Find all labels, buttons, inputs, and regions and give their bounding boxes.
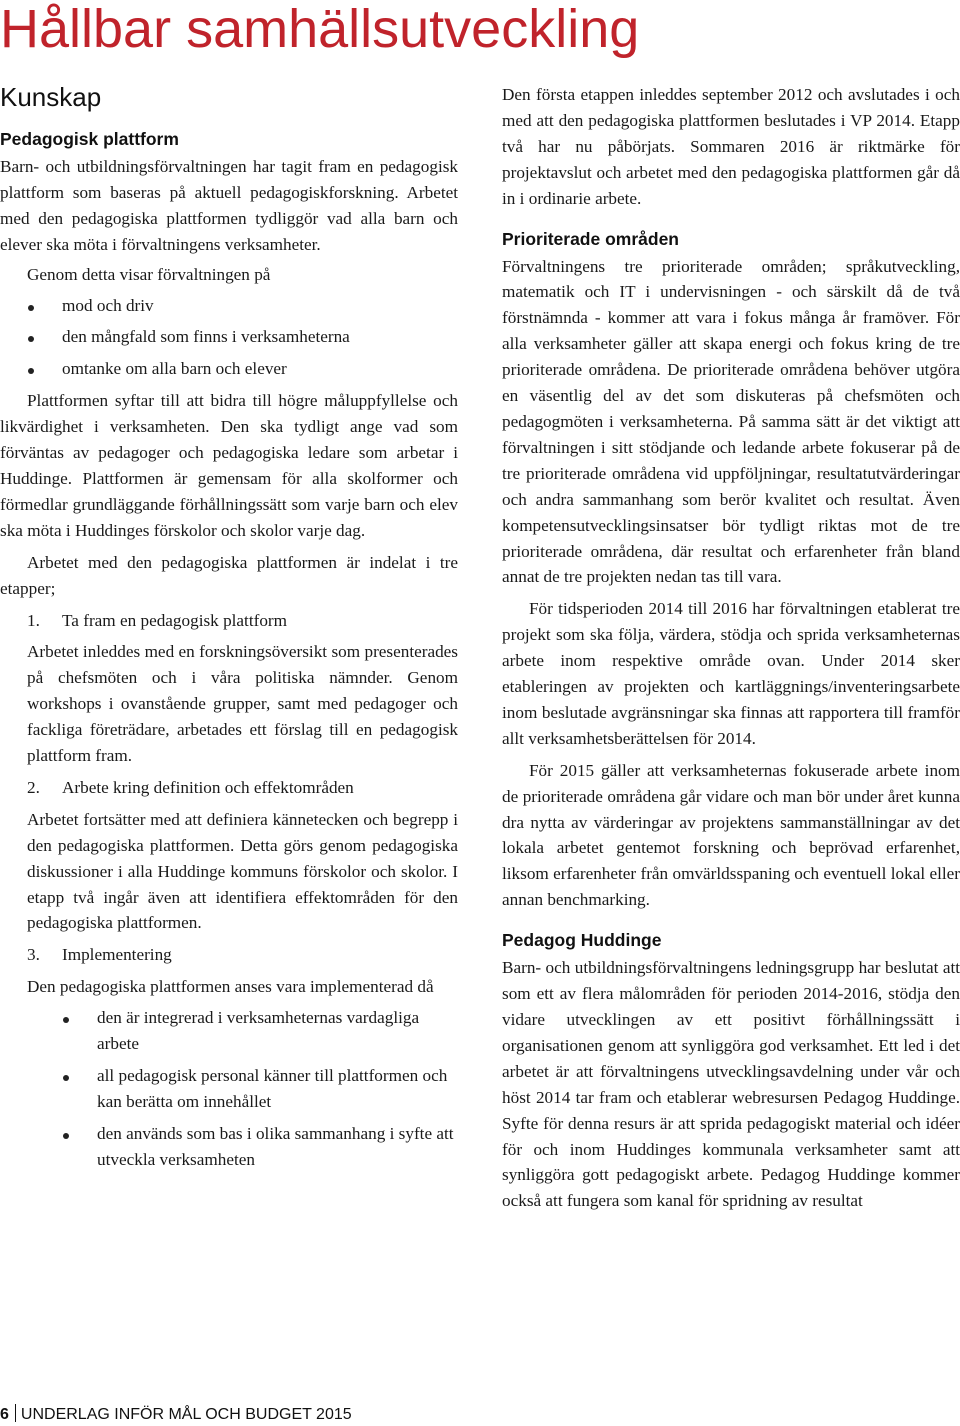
bullet-icon <box>63 1075 69 1081</box>
list-item: den mångfald som finns i verksamheterna <box>0 324 458 350</box>
bullet-icon <box>28 336 34 342</box>
list-item: den används som bas i olika sammanhang i syfte att utveckla verksamheten <box>27 1121 458 1173</box>
page-number: 6 <box>0 1406 9 1423</box>
bullet-icon <box>28 305 34 311</box>
step-text: Den pedagogiska plattformen anses vara implementerad då <box>27 977 434 997</box>
left-column <box>0 82 458 1179</box>
bullet-icon <box>63 1017 69 1023</box>
footer-label: UNDERLAG INFÖR MÅL OCH BUDGET 2015 <box>20 1406 352 1423</box>
body-paragraph: För tidsperioden 2014 till 2016 har förvaltningen etablerat tre projekt som ska följa, värdera, stödja och sprida verksamheternas arbete inom respektive område ovan. Under 2014 sker etableringen av projekten och kartläggnings/inventeringsarbete inom beslutade avgränsningar ska finnas att rapportera till framför allt verksamhetsberättelsen för 2014. <box>502 599 960 748</box>
steps-section <box>0 608 458 1173</box>
body-paragraph: Barn- och utbildningsförvaltningens ledningsgrupp har beslutat att som ett av flera målområden för perioden 2014-2016, stödja den vidare utvecklingen av ett positivt förhållningssätt i organisationen genom att synliggöra god verksamhet. Ett led i det arbetet är att förvaltningens utvecklingsavdelning under vår och höst 2014 tar fram och etablerar webresursen Pedagog Huddinge. Syfte för denna resurs är att sprida pedagogiskt material och idéer för och inom Huddinges kommunala verksamheter samt att synliggöra gott pedagogiskt arbete. Pedagog Huddinge kommer också att fungera som kanal för spridning av resultat <box>502 958 960 1211</box>
step-heading: 2. Arbete kring definition och effektområden <box>27 777 354 797</box>
values-list <box>0 293 458 383</box>
bullet-icon <box>28 368 34 374</box>
sub-heading: Pedagogisk plattform <box>0 129 179 149</box>
sub-heading: Prioriterade områden <box>502 228 679 249</box>
list-item: mod och driv <box>0 293 458 319</box>
right-column <box>502 82 960 1214</box>
footer-divider <box>15 1404 16 1422</box>
step-text: Arbetet fortsätter med att definiera kännetecken och begrepp i den pedagogiska plattformen. Detta görs genom pedagogiska diskussioner i alla Huddinge kommuns förskolor och skolor. I etapp två ingår även att identifiera effektområden för den pedagogiska plattformen. <box>27 809 458 933</box>
sub-heading: Pedagog Huddinge <box>502 930 662 951</box>
list-item: omtanke om alla barn och elever <box>0 356 458 382</box>
body-paragraph: För 2015 gäller att verksamheternas fokuserade arbete inom de prioriterade områdena går vidare och man bör under året kunna dra nytta av värderingar av projektens sammanställningar av det lokala arbetet gentemot forskning och beprövad erfarenhet, liksom erfarenheter från omvärldsspaning och eventuell lokal eller annan benchmarking. <box>502 760 960 910</box>
page-footer <box>0 1404 352 1426</box>
section-heading: Kunskap <box>0 82 102 112</box>
step-text: Arbetet inleddes med en forskningsöversikt som presenterades på chefsmöten och i våra politiska nämnder. Genom workshops i ovanstående grupper, samt med pedagoger och fackliga företrädare, arbetades ett förslag till en pedagogisk plattform fram. <box>27 642 458 766</box>
lead-paragraph: Genom detta visar förvaltningen på <box>27 264 271 284</box>
step-heading: 1. Ta fram en pedagogisk plattform <box>27 610 288 630</box>
intro-paragraph: Barn- och utbildningsförvaltningen har tagit fram en pedagogisk plattform som baseras på aktuell pedagogiskforskning. Arbetet med den pedagogiska plattformen tydliggör vad alla barn och elever ska möta i förvaltningens verksamheter. <box>0 157 458 254</box>
implementation-list <box>27 1005 458 1172</box>
body-paragraph: Förvaltningens tre prioriterade områden; språkutveckling, matematik och IT i undervisningen - och särskilt då de två förstnämnda - kommer att vara i fokus många år framöver. För alla verksamheter gäller att skapa energi och fokus kring de tre prioriterade områdena. De prioriterade områdena behöver utgöra en väsentlig del av det som diskuteras på chefsmöten och pedagogmöten i verksamheterna. På samma sätt är det viktigt att förvaltningen i sitt stödjande och ledande arbete fokuserar på de tre prioriterade områdena vid uppföljningar, resultatutvärderingar och andra sammanhang som berör kvalitet och resultat. Även kompetensutvecklingsinsatser bör tydligt riktas mot de tre prioriterade områdena, där resultat och erfarenheter från bland annat de tre projekten nedan tas till vara. <box>502 256 960 587</box>
body-paragraph: Arbetet med den pedagogiska plattformen är indelat i tre etapper; <box>0 552 458 598</box>
body-paragraph: Plattformen syftar till att bidra till högre måluppfyllelse och likvärdighet i verksamheten. Den ska tydligt ange vad som förväntas av pedagoger och pedagogiska ledare som arbetar i Huddinge. Plattformen är gemensam för alla skolformer och förmedlar grundläggande förhållningssätt som varje barn och elev ska möta i Huddinges förskolor och skolor varje dag. <box>0 391 458 540</box>
page-title: Hållbar samhällsutveckling <box>0 0 640 59</box>
list-item: all pedagogisk personal känner till plattformen och kan berätta om innehållet <box>27 1063 458 1115</box>
body-paragraph: Den första etappen inleddes september 2012 och avslutades i och med att den pedagogiska plattformen beslutades i VP 2014. Etapp två har nu påbörjats. Sommaren 2016 är riktmärke för projektavslut och arbetet med den pedagogiska plattformen går då in i ordinarie arbete. <box>502 85 960 208</box>
list-item: den är integrerad i verksamheternas vardagliga arbete <box>27 1005 458 1057</box>
bullet-icon <box>63 1133 69 1139</box>
step-heading: 3. Implementering <box>27 945 172 965</box>
